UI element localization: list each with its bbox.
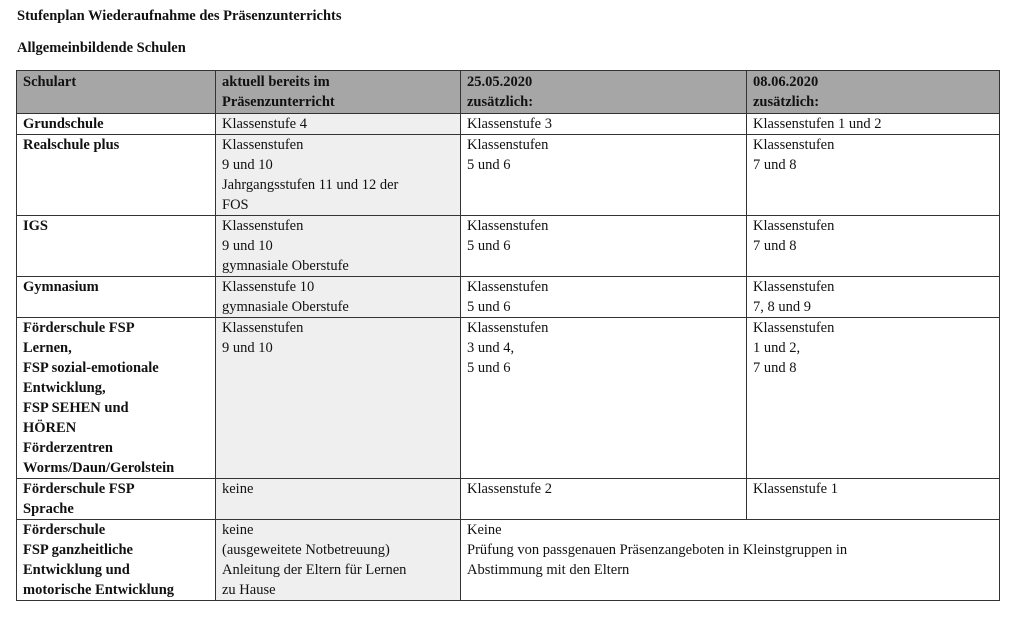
date-2-cell-line: 7 und 8 <box>753 157 797 173</box>
schulart-cell-line: Grundschule <box>23 116 104 132</box>
current-cell-line: gymnasiale Oberstufe <box>222 258 349 274</box>
schulart-cell-line: Gymnasium <box>23 279 99 295</box>
date-1-cell-line: 5 und 6 <box>467 360 511 376</box>
table-row <box>17 318 1000 479</box>
current-cell <box>216 277 461 318</box>
merged-date-cell-line: Keine <box>467 522 502 538</box>
current-cell-line: Klassenstufen <box>222 320 304 336</box>
date-1-cell <box>461 277 747 318</box>
current-cell-line: zu Hause <box>222 582 276 598</box>
table-row <box>17 520 1000 601</box>
current-cell-line: (ausgeweitete Notbetreuung) <box>222 542 390 558</box>
document-subtitle: Allgemeinbildende Schulen <box>17 40 186 56</box>
current-cell-line: Klassenstufe 10 <box>222 279 315 295</box>
current-cell-line: Klassenstufe 4 <box>222 116 307 132</box>
document-title: Stufenplan Wiederaufnahme des Präsenzunterrichts <box>17 8 342 24</box>
date-2-cell <box>747 114 1000 135</box>
date-2-cell <box>747 216 1000 277</box>
date-2-cell-line: Klassenstufen <box>753 320 835 336</box>
date-1-cell-line: Klassenstufe 3 <box>467 116 552 132</box>
schulart-cell-line: Lernen, <box>23 340 72 356</box>
date-1-cell <box>461 479 747 520</box>
current-cell-line: 9 und 10 <box>222 340 273 356</box>
header-current-line-2: Präsenzunterricht <box>222 94 335 110</box>
date-2-cell <box>747 479 1000 520</box>
schulart-cell-line: HÖREN <box>23 420 77 436</box>
date-1-cell-line: Klassenstufen <box>467 279 549 295</box>
current-cell-line: Anleitung der Eltern für Lernen <box>222 562 407 578</box>
header-schulart-text: Schulart <box>23 74 77 90</box>
date-1-cell-line: 3 und 4, <box>467 340 515 356</box>
date-2-cell-line: 7 und 8 <box>753 360 797 376</box>
date-2-cell-line: 7, 8 und 9 <box>753 299 811 315</box>
current-cell-line: gymnasiale Oberstufe <box>222 299 349 315</box>
current-cell-line: keine <box>222 522 254 538</box>
date-2-cell <box>747 318 1000 479</box>
merged-date-cell-line: Abstimmung mit den Eltern <box>467 562 630 578</box>
schulart-cell <box>17 216 216 277</box>
date-1-cell-line: Klassenstufen <box>467 218 549 234</box>
schulart-cell-line: Realschule plus <box>23 137 120 153</box>
date-1-cell <box>461 216 747 277</box>
header-date-2 <box>747 71 1000 114</box>
schulart-cell <box>17 114 216 135</box>
date-2-cell-line: Klassenstufen 1 und 2 <box>753 116 882 132</box>
current-cell-line: 9 und 10 <box>222 157 273 173</box>
schulart-cell <box>17 520 216 601</box>
schulart-cell <box>17 318 216 479</box>
current-cell <box>216 135 461 216</box>
date-1-cell-line: Klassenstufe 2 <box>467 481 552 497</box>
schulart-cell-line: Förderzentren <box>23 440 113 456</box>
date-2-cell-line: 1 und 2, <box>753 340 801 356</box>
date-2-cell <box>747 277 1000 318</box>
table-header-row <box>17 71 1000 114</box>
date-2-cell-line: 7 und 8 <box>753 238 797 254</box>
date-2-cell-line: Klassenstufen <box>753 279 835 295</box>
table-row <box>17 277 1000 318</box>
date-2-cell-line: Klassenstufen <box>753 137 835 153</box>
table-row <box>17 216 1000 277</box>
current-cell-line: 9 und 10 <box>222 238 273 254</box>
date-1-cell-line: Klassenstufen <box>467 137 549 153</box>
table-row <box>17 135 1000 216</box>
schulart-cell-line: Förderschule FSP <box>23 320 135 336</box>
date-1-cell-line: Klassenstufen <box>467 320 549 336</box>
current-cell-line: Klassenstufen <box>222 218 304 234</box>
date-1-cell-line: 5 und 6 <box>467 238 511 254</box>
header-date-2-line-2: zusätzlich: <box>753 94 820 110</box>
schulart-cell-line: FSP ganzheitliche <box>23 542 133 558</box>
date-1-cell-line: 5 und 6 <box>467 157 511 173</box>
date-1-cell <box>461 318 747 479</box>
schulart-cell-line: Entwicklung und <box>23 562 130 578</box>
schulart-cell-line: FSP SEHEN und <box>23 400 129 416</box>
header-date-1-line-2: zusätzlich: <box>467 94 534 110</box>
header-current <box>216 71 461 114</box>
current-cell <box>216 318 461 479</box>
header-schulart <box>17 71 216 114</box>
current-cell-line: FOS <box>222 197 249 213</box>
date-1-cell <box>461 114 747 135</box>
schulart-cell <box>17 479 216 520</box>
header-date-1-line-1: 25.05.2020 <box>467 74 533 90</box>
current-cell <box>216 114 461 135</box>
date-1-cell-line: 5 und 6 <box>467 299 511 315</box>
schulart-cell-line: IGS <box>23 218 48 234</box>
stufenplan-table <box>16 70 1000 601</box>
header-date-2-line-1: 08.06.2020 <box>753 74 819 90</box>
merged-date-cell <box>461 520 1000 601</box>
current-cell-line: Klassenstufen <box>222 137 304 153</box>
table-row <box>17 114 1000 135</box>
current-cell-line: keine <box>222 481 254 497</box>
schulart-cell-line: Förderschule FSP <box>23 481 135 497</box>
current-cell <box>216 216 461 277</box>
header-date-1 <box>461 71 747 114</box>
schulart-cell-line: Worms/Daun/Gerolstein <box>23 460 175 476</box>
schulart-cell-line: FSP sozial-emotionale <box>23 360 159 376</box>
table-body <box>17 114 1000 601</box>
current-cell-line: Jahrgangsstufen 11 und 12 der <box>222 177 399 193</box>
merged-date-cell-line: Prüfung von passgenauen Präsenzangeboten in Kleinstgruppen in <box>467 542 848 558</box>
schulart-cell <box>17 135 216 216</box>
schulart-cell-line: Entwicklung, <box>23 380 106 396</box>
schulart-cell <box>17 277 216 318</box>
date-2-cell-line: Klassenstufen <box>753 218 835 234</box>
current-cell <box>216 479 461 520</box>
date-2-cell <box>747 135 1000 216</box>
schulart-cell-line: Sprache <box>23 501 74 517</box>
schulart-cell-line: motorische Entwicklung <box>23 582 175 598</box>
schulart-cell-line: Förderschule <box>23 522 106 538</box>
date-2-cell-line: Klassenstufe 1 <box>753 481 838 497</box>
current-cell <box>216 520 461 601</box>
date-1-cell <box>461 135 747 216</box>
table-row <box>17 479 1000 520</box>
header-current-line-1: aktuell bereits im <box>222 74 330 90</box>
